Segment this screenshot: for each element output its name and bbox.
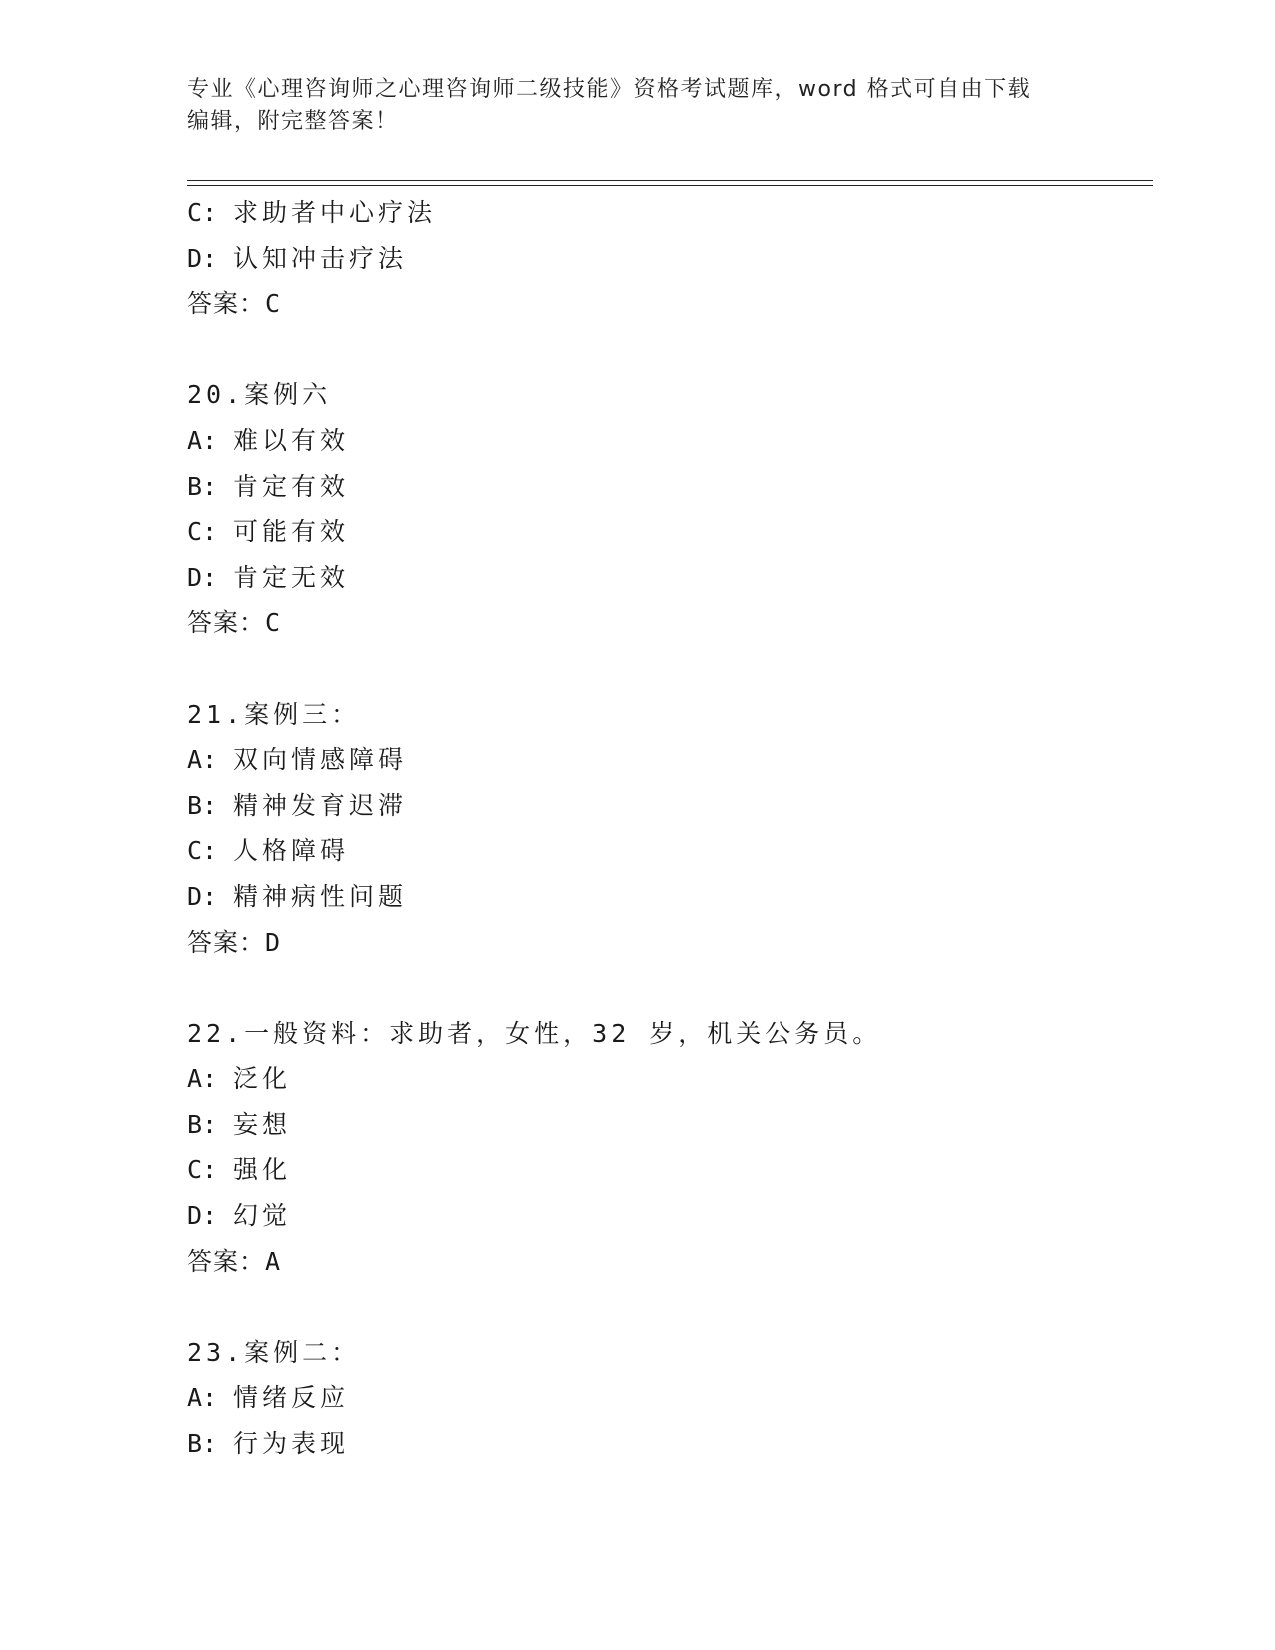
answer-line	[187, 1239, 1147, 1285]
answer-option	[187, 236, 1147, 282]
answer-option	[187, 783, 1147, 829]
option-key: A:	[187, 425, 218, 455]
document-header	[187, 74, 1087, 138]
question-title: 20.案例六	[187, 380, 332, 410]
answer-option	[187, 555, 1147, 601]
question-title: 21.案例三：	[187, 699, 361, 729]
question-title: 23.案例二：	[187, 1337, 361, 1367]
answer-option	[187, 1147, 1147, 1193]
option-key: C:	[187, 517, 218, 547]
answer-label: 答案：	[187, 927, 266, 957]
block-spacer	[187, 1284, 1147, 1330]
header-divider-bottom	[187, 185, 1153, 186]
option-key: D:	[187, 562, 218, 592]
block-spacer	[187, 646, 1147, 692]
option-text: 行为表现	[233, 1429, 350, 1459]
option-key: B:	[187, 471, 218, 501]
option-text: 认知冲击疗法	[233, 243, 408, 273]
option-text: 妄想	[233, 1109, 292, 1139]
option-text: 强化	[233, 1155, 292, 1185]
answer-line	[187, 281, 1147, 327]
answer-value: A	[265, 1246, 282, 1276]
option-key: B:	[187, 790, 218, 820]
option-text: 肯定有效	[233, 471, 350, 501]
option-text: 情绪反应	[233, 1383, 350, 1413]
answer-line	[187, 920, 1147, 966]
option-text: 人格障碍	[233, 836, 350, 866]
answer-value: D	[265, 927, 282, 957]
answer-option	[187, 1421, 1147, 1467]
header-line-1: 专业《心理咨询师之心理咨询师二级技能》资格考试题库，word 格式可自由下载	[187, 77, 1032, 102]
answer-option	[187, 1102, 1147, 1148]
option-key: A:	[187, 1383, 218, 1413]
option-key: C:	[187, 1155, 218, 1185]
option-text: 可能有效	[233, 517, 350, 547]
block-spacer	[187, 965, 1147, 1011]
block-spacer	[187, 327, 1147, 373]
answer-label: 答案：	[187, 1246, 266, 1276]
option-text: 求助者中心疗法	[233, 198, 437, 227]
option-key: D:	[187, 881, 218, 911]
answer-option	[187, 1056, 1147, 1102]
question-list	[187, 190, 1147, 1467]
option-key: D:	[187, 1201, 218, 1231]
option-key: C:	[187, 198, 218, 227]
option-text: 精神发育迟滞	[233, 790, 408, 820]
answer-line	[187, 600, 1147, 646]
answer-option	[187, 1193, 1147, 1239]
option-text: 难以有效	[233, 425, 350, 455]
answer-label: 答案：	[187, 289, 266, 319]
option-key: A:	[187, 745, 218, 775]
option-text: 泛化	[233, 1064, 292, 1094]
answer-value: C	[265, 608, 282, 638]
answer-value: C	[265, 289, 282, 319]
option-key: D:	[187, 243, 218, 273]
header-line-2: 编辑，附完整答案！	[187, 109, 399, 134]
option-text: 幻觉	[233, 1201, 292, 1231]
answer-option	[187, 464, 1147, 510]
option-key: B:	[187, 1429, 218, 1459]
answer-option	[187, 1375, 1147, 1421]
answer-option	[187, 874, 1147, 920]
answer-option	[187, 509, 1147, 555]
option-text: 双向情感障碍	[233, 745, 408, 775]
option-key: C:	[187, 836, 218, 866]
answer-option	[187, 828, 1147, 874]
answer-option	[187, 418, 1147, 464]
option-text: 肯定无效	[233, 562, 350, 592]
answer-option	[187, 737, 1147, 783]
option-text: 精神病性问题	[233, 881, 408, 911]
option-key: A:	[187, 1064, 218, 1094]
header-divider-top	[187, 180, 1153, 181]
question-title: 22.一般资料：求助者，女性，32 岁，机关公务员。	[187, 1018, 882, 1048]
answer-label: 答案：	[187, 608, 266, 638]
answer-option	[187, 190, 1147, 236]
option-key: B:	[187, 1109, 218, 1139]
